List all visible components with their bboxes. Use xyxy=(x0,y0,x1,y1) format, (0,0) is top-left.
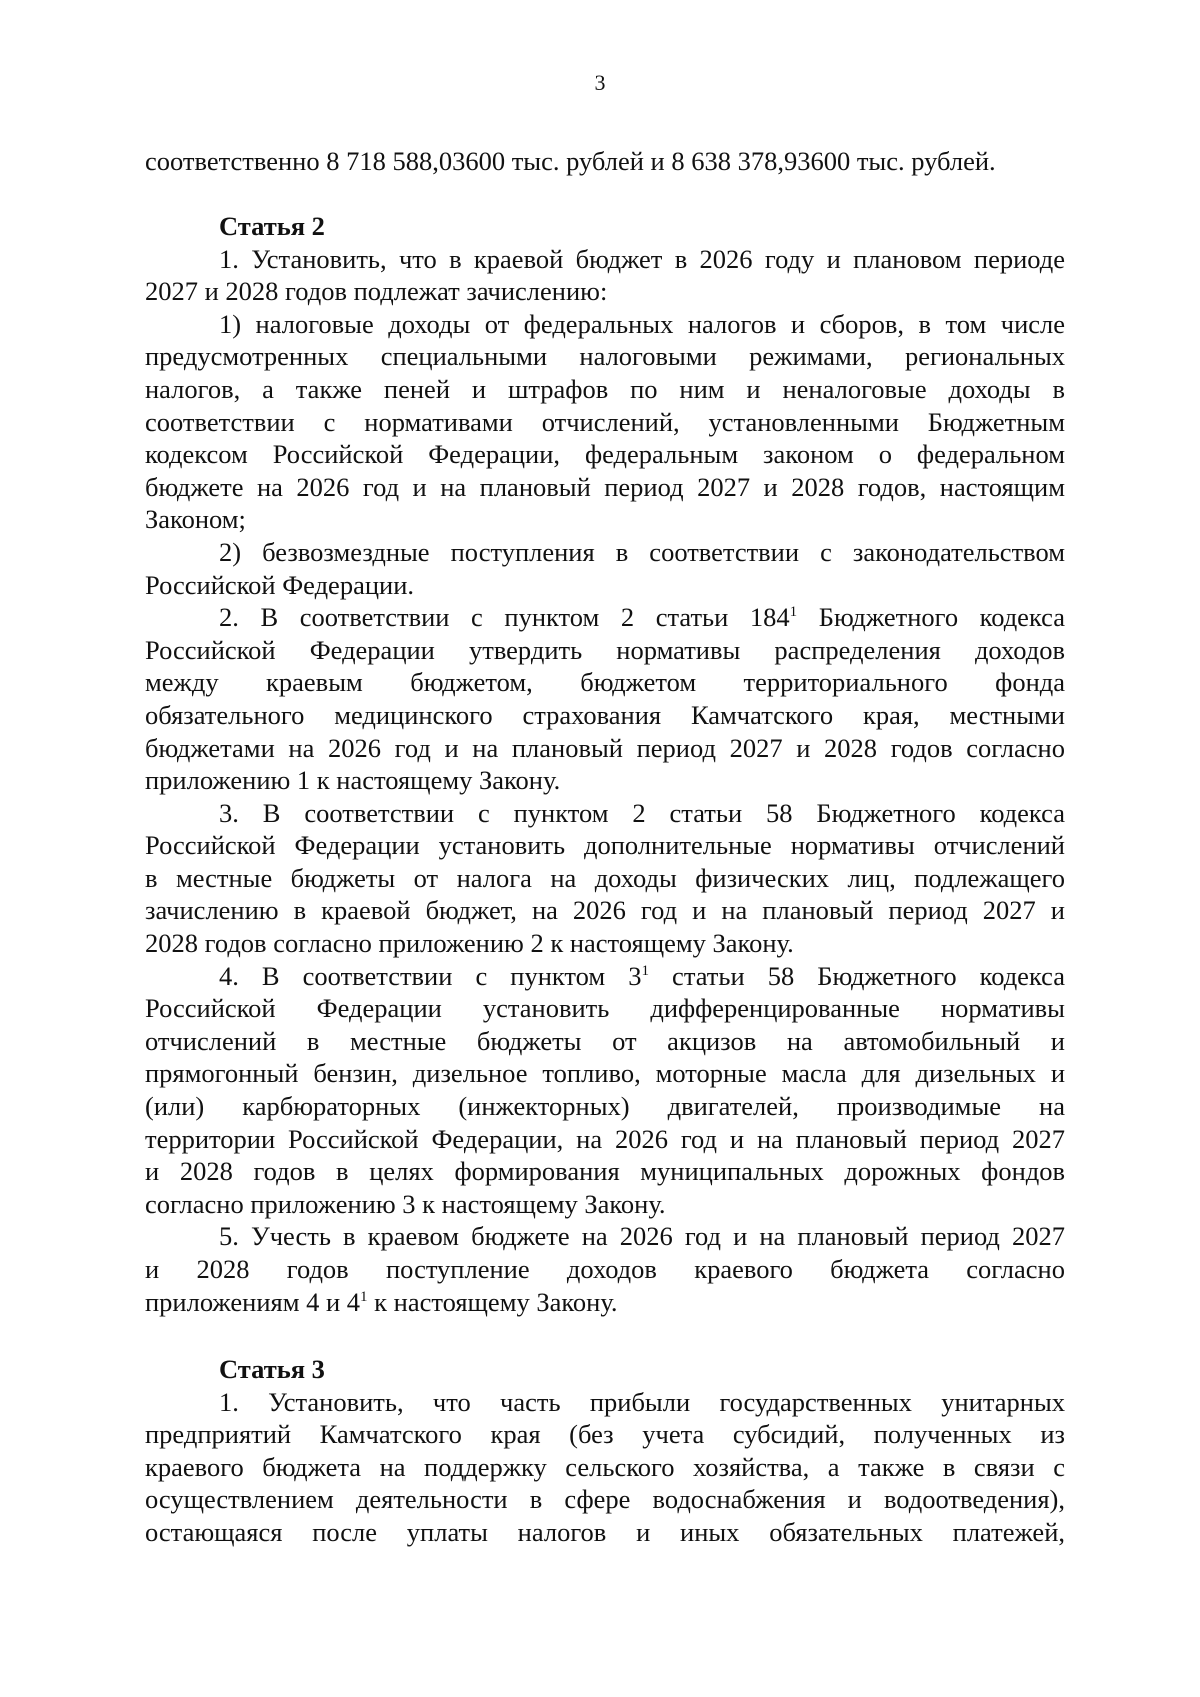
text-fragment: к настоящему Закону. xyxy=(367,1286,618,1317)
article-2 xyxy=(145,210,1065,1318)
text-line: Законом; xyxy=(145,504,246,535)
text-line: 1. Установить, что часть прибыли государственных унитарных xyxy=(219,1386,1065,1417)
text-line: остающаяся после уплаты налогов и иных обязательных платежей, xyxy=(145,1516,1065,1547)
superscript: 1 xyxy=(789,604,798,621)
text-fragment: приложениям 4 и 4 xyxy=(145,1286,361,1317)
text-line: соответствии с нормативами отчислений, установленными Бюджетным xyxy=(145,406,1065,437)
text-line: 2027 и 2028 годов подлежат зачислению: xyxy=(145,276,608,307)
text-line: осуществлением деятельности в сфере водоснабжения и водоотведения), xyxy=(145,1484,1065,1515)
text-line: (или) карбюраторных (инжекторных) двигателей, производимые на xyxy=(145,1091,1065,1122)
text-line: Российской Федерации. xyxy=(145,569,414,600)
text-line: обязательного медицинского страхования Камчатского края, местными xyxy=(145,699,1065,730)
text-line: налогов, а также пеней и штрафов по ним и неналоговые доходы в xyxy=(145,373,1065,404)
text-line: и 2028 годов в целях формирования муниципальных дорожных фондов xyxy=(145,1156,1065,1187)
text-line: соответственно 8 718 588,03600 тыс. рублей и 8 638 378,93600 тыс. рублей. xyxy=(145,146,996,176)
text-fragment: статьи 58 Бюджетного кодекса xyxy=(649,960,1066,991)
text-line: согласно приложению 3 к настоящему Закону. xyxy=(145,1188,666,1219)
text-line: 2) безвозмездные поступления в соответствии с законодательством xyxy=(219,536,1065,567)
text-fragment: 4. В соответствии с пунктом 3 xyxy=(219,960,642,991)
page-number: 3 xyxy=(594,70,606,95)
article-3 xyxy=(145,1353,1065,1549)
text-line: 1. Установить, что в краевой бюджет в 2026 году и плановом периоде xyxy=(219,243,1065,274)
text-line: 3. В соответствии с пунктом 2 статьи 58 Бюджетного кодекса xyxy=(219,797,1065,828)
text-line: отчислений в местные бюджеты от акцизов на автомобильный и xyxy=(145,1025,1065,1056)
text-line xyxy=(145,601,1065,634)
text-line: 1) налоговые доходы от федеральных налогов и сборов, в том числе xyxy=(219,308,1065,339)
intro-paragraph xyxy=(145,145,1065,178)
text-line: между краевым бюджетом, бюджетом территориального фонда xyxy=(145,667,1065,698)
text-line: краевого бюджета на поддержку сельского хозяйства, а также в связи с xyxy=(145,1451,1065,1482)
superscript: 1 xyxy=(641,962,649,979)
text-line: бюджетами на 2026 год и на плановый период 2027 и 2028 годов согласно xyxy=(145,732,1065,763)
superscript: 1 xyxy=(360,1288,368,1305)
article-heading: Статья 2 xyxy=(219,211,325,241)
text-line: кодексом Российской Федерации, федеральным законом о федеральном xyxy=(145,439,1065,470)
text-line: предусмотренных специальными налоговыми режимами, региональных xyxy=(145,341,1065,372)
text-line: предприятий Камчатского края (без учета субсидий, полученных из xyxy=(145,1419,1065,1450)
text-line: Российской Федерации установить дифференцированные нормативы xyxy=(145,993,1065,1024)
text-line xyxy=(145,960,1065,993)
text-line: зачислению в краевой бюджет, на 2026 год и на плановый период 2027 и xyxy=(145,895,1065,926)
text-line: 5. Учесть в краевом бюджете на 2026 год и на плановый период 2027 xyxy=(219,1221,1065,1252)
article-heading: Статья 3 xyxy=(219,1354,325,1384)
text-line: бюджете на 2026 год и на плановый период 2027 и 2028 годов, настоящим xyxy=(145,471,1065,502)
text-line: в местные бюджеты от налога на доходы физических лиц, подлежащего xyxy=(145,862,1065,893)
text-fragment: 2. В соответствии с пунктом 2 статьи 184 xyxy=(219,602,790,633)
text-line: приложению 1 к настоящему Закону. xyxy=(145,765,561,796)
text-line: прямогонный бензин, дизельное топливо, моторные масла для дизельных и xyxy=(145,1058,1065,1089)
text-line: и 2028 годов поступление доходов краевого бюджета согласно xyxy=(145,1254,1065,1284)
text-line: территории Российской Федерации, на 2026 год и на плановый период 2027 xyxy=(145,1123,1065,1154)
text-line: 2028 годов согласно приложению 2 к настоящему Закону. xyxy=(145,928,794,959)
text-line: Российской Федерации установить дополнительные нормативы отчислений xyxy=(145,830,1065,861)
text-line xyxy=(145,1286,1065,1319)
text-fragment: Бюджетного кодекса xyxy=(797,602,1066,633)
text-line: Российской Федерации утвердить нормативы распределения доходов xyxy=(145,634,1065,665)
